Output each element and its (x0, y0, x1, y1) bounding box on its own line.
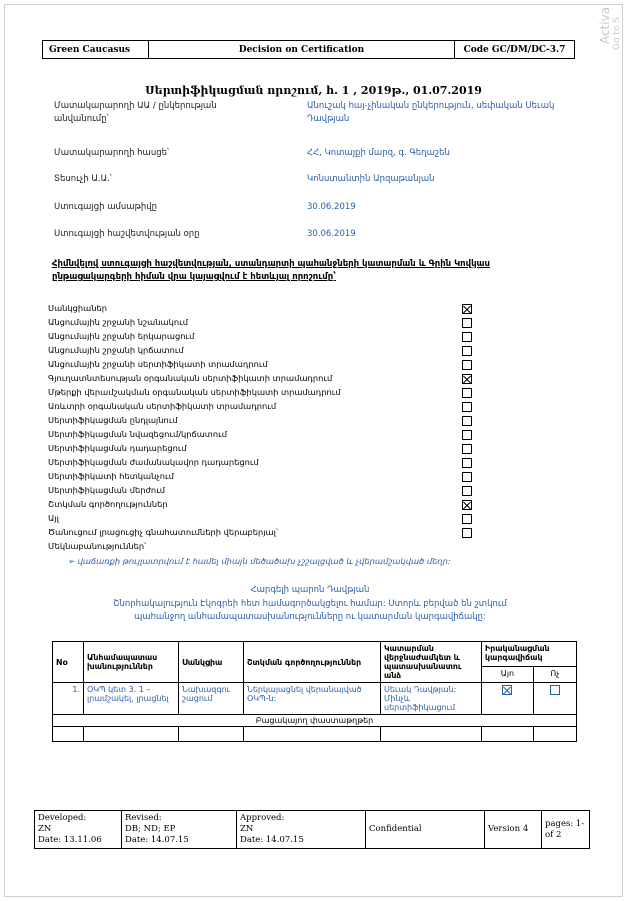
footer-developed (35, 811, 122, 849)
footer-approved (237, 811, 366, 849)
checklist-label: Անցումային շրջանի երկարացում (48, 331, 195, 341)
checkbox[interactable] (462, 388, 472, 398)
header-code: Code GC/DM/DC-3.7 (463, 44, 566, 55)
field-visit-date-label: Ստուգայցի ամսաթիվը (54, 202, 158, 212)
checklist-label: Անցումային շրջանի նշանակում (48, 317, 188, 327)
checklist-label: Շտկման գործողություններ (48, 499, 168, 509)
checkbox[interactable] (462, 360, 472, 370)
developed-label: Developed: (38, 813, 87, 823)
header-org: Green Caucasus (43, 41, 149, 58)
checklist-item (48, 387, 478, 400)
checklist-label: Ծանուցում լրացուցիչ գնահատումների վերաբերյալ՝ (48, 527, 278, 537)
checklist-item (48, 443, 478, 456)
thanks-line-1: Շնորհակալություն Էկոգրեի հետ համագործակցելու համար: Ստորև բերված են շտկում (113, 599, 507, 609)
watermark-line2: Go to S (612, 17, 622, 50)
document-header (42, 40, 575, 59)
checklist-label: Սերտիֆիկացման ժամանակավոր դադարեցում (48, 457, 259, 467)
thanks-line-2: պահանջող անհամապատասխանությունները ու կատարման կարգավիճակը: (134, 612, 486, 622)
field-supplier-label: Մատակարարողի ԱԱ / ընկերության անվանումը՝ (54, 101, 217, 124)
checklist-item (48, 415, 478, 428)
row-nonconformity: ՕԿՊ կետ 3. 1 – լրամշակել, լրացնել (84, 683, 179, 715)
footer-pages: pages: 1-of 2 (542, 811, 590, 849)
empty-cell (482, 727, 534, 742)
checklist-item (48, 485, 478, 498)
empty-cell (533, 727, 576, 742)
checkbox-checked[interactable] (462, 500, 472, 510)
approved-date: Date: 14.07.15 (240, 835, 304, 845)
checklist-item (48, 331, 478, 344)
checklist-item (48, 471, 478, 484)
checkbox[interactable] (462, 346, 472, 356)
checklist-item (48, 345, 478, 358)
checklist-item (48, 457, 478, 470)
missing-documents-header: Բացակայող փաստաթղթեր (53, 715, 577, 727)
revised-label: Revised: (125, 813, 162, 823)
checkbox-checked[interactable] (462, 304, 472, 314)
empty-cell (179, 727, 244, 742)
document-title: Սերտիֆիկացման որոշում, հ. 1 , 2019թ., 01.07.2019 (145, 84, 482, 97)
field-report-date-label: Ստուգայցի հաշվետվության օրը (54, 229, 200, 239)
checklist-label: Սերտիֆիկացման դադարեցում (48, 443, 187, 453)
checklist-label: Գյուղատնտեսության օրգանական սերտիֆիկատի տրամադրում (48, 373, 333, 383)
revised-by: DB; ND; EP (125, 824, 176, 834)
checkbox[interactable] (462, 458, 472, 468)
checklist-label: Սերտիֆիկացման ընդլայնում (48, 415, 178, 425)
empty-cell (84, 727, 179, 742)
checklist-item (48, 527, 478, 540)
col-header-sanction: Սանկցիա (179, 642, 244, 683)
row-no-cell (533, 683, 576, 715)
checklist-label: Առևտրի օրգանական սերտիֆիկատի տրամադրում (48, 401, 277, 411)
checklist-label: Սերտիֆիկացման մերժում (48, 485, 166, 495)
checkbox[interactable] (462, 416, 472, 426)
header-title: Decision on Certification (149, 41, 455, 58)
table-row (53, 683, 577, 715)
empty-cell (381, 727, 482, 742)
approved-label: Approved: (240, 813, 285, 823)
row-number: 1. (53, 683, 84, 715)
status-yes-checkbox[interactable] (502, 685, 512, 695)
checkbox[interactable] (462, 486, 472, 496)
checklist-label: Սանկցիաներ (48, 303, 108, 313)
watermark-line1: Activa (598, 6, 612, 44)
row-corrective: Ներկայացնել վերանայված ՕԿՊ-ն: (244, 683, 381, 715)
checklist-item (48, 429, 478, 442)
checkbox[interactable] (462, 472, 472, 482)
developed-date: Date: 13.11.06 (38, 835, 102, 845)
row-sanction: Նախազգու շացում (179, 683, 244, 715)
checkbox-checked[interactable] (462, 374, 472, 384)
footer-version: Version 4 (485, 811, 542, 849)
checklist-item (48, 373, 478, 386)
footer-confidential: Confidential (366, 811, 485, 849)
checklist-item (48, 499, 478, 512)
col-header-no-status: Ոչ (533, 667, 576, 683)
empty-cell (244, 727, 381, 742)
field-report-date-value: 30.06.2019 (307, 229, 356, 239)
row-yes-cell (482, 683, 534, 715)
field-inspector-value: Կոնստանտին Արզաթանյան (307, 174, 435, 184)
revised-date: Date: 14.07.15 (125, 835, 189, 845)
field-supplier-value: Անուշակ հայ-չինական ընկերություն, սեփական Սեւակ Դավթյան (307, 101, 555, 124)
checkbox[interactable] (462, 332, 472, 342)
checkbox[interactable] (462, 514, 472, 524)
checkbox[interactable] (462, 318, 472, 328)
document-footer (34, 810, 590, 849)
decision-intro: Հիմնվելով ստուգայցի հաշվետվության, ստանդարտի պահանջների կատարման և Գրին Կովկաս ընթացակարգերի հիման վրա կայացվում է հետևյալ որոշումը՝ (52, 259, 490, 282)
checklist-label: Անցումային շրջանի սերտիֆիկատի տրամադրում (48, 359, 268, 369)
nonconformity-table (52, 641, 577, 742)
checkbox[interactable] (462, 402, 472, 412)
field-inspector-label: Տեսուչի Ա.Ա.՝ (54, 174, 112, 184)
activation-watermark (596, 0, 626, 60)
row-responsible: Սեւակ Դավթյան: Մինչև սերտիֆիկացում (381, 683, 482, 715)
comments-label-row (48, 541, 478, 554)
col-header-responsible: Կատարման վերջնաժամկետ և պատասխանատու անձ (381, 642, 482, 683)
col-header-corrective: Շտկման գործողություններ (244, 642, 381, 683)
checklist-label: Անցումային շրջանի կրճատում (48, 345, 184, 355)
col-header-no: No (53, 642, 84, 683)
field-visit-date-value: 30.06.2019 (307, 202, 356, 212)
checklist-label: Սերտիֆիկացման նվազեցում/կրճատում (48, 429, 228, 439)
status-no-checkbox[interactable] (550, 685, 560, 695)
field-address-value: ՀՀ, Կոտայքի մարզ, գ. Գեղաշեն (307, 148, 450, 158)
checklist-item (48, 401, 478, 414)
approved-by: ZN (240, 824, 254, 834)
comment-note: ➢ վաճառքի թույլատրվում է համել միայն մեծածախ չշշալցված և չվերամշակված մեղր: (68, 556, 451, 566)
col-header-status: Իրականացման կարգավիճակ (482, 642, 577, 667)
developed-by: ZN (38, 824, 52, 834)
comments-label: Մեկնաբանություններ՝ (48, 541, 147, 551)
checklist-item (48, 359, 478, 372)
checklist-item (48, 513, 478, 526)
col-header-nonconformities: Անհամապատաս խանություններ (84, 642, 179, 683)
checklist-label: Այլ (48, 513, 59, 523)
checklist-label: Սերտիֆիկատի հետկանչում (48, 471, 174, 481)
checklist-item (48, 303, 478, 316)
greeting: Հարգելի պարոն Դավթյան (250, 585, 370, 595)
checklist-label: Մթերքի վերամշակման օրգանական սերտիֆիկատի տրամադրում (48, 387, 341, 397)
empty-cell (53, 727, 84, 742)
col-header-yes: Այո (482, 667, 534, 683)
checkbox[interactable] (462, 430, 472, 440)
footer-revised (122, 811, 237, 849)
field-address-label: Մատակարարողի հասցե՝ (54, 148, 169, 158)
checkbox[interactable] (462, 528, 472, 538)
checklist-item (48, 317, 478, 330)
checkbox[interactable] (462, 444, 472, 454)
